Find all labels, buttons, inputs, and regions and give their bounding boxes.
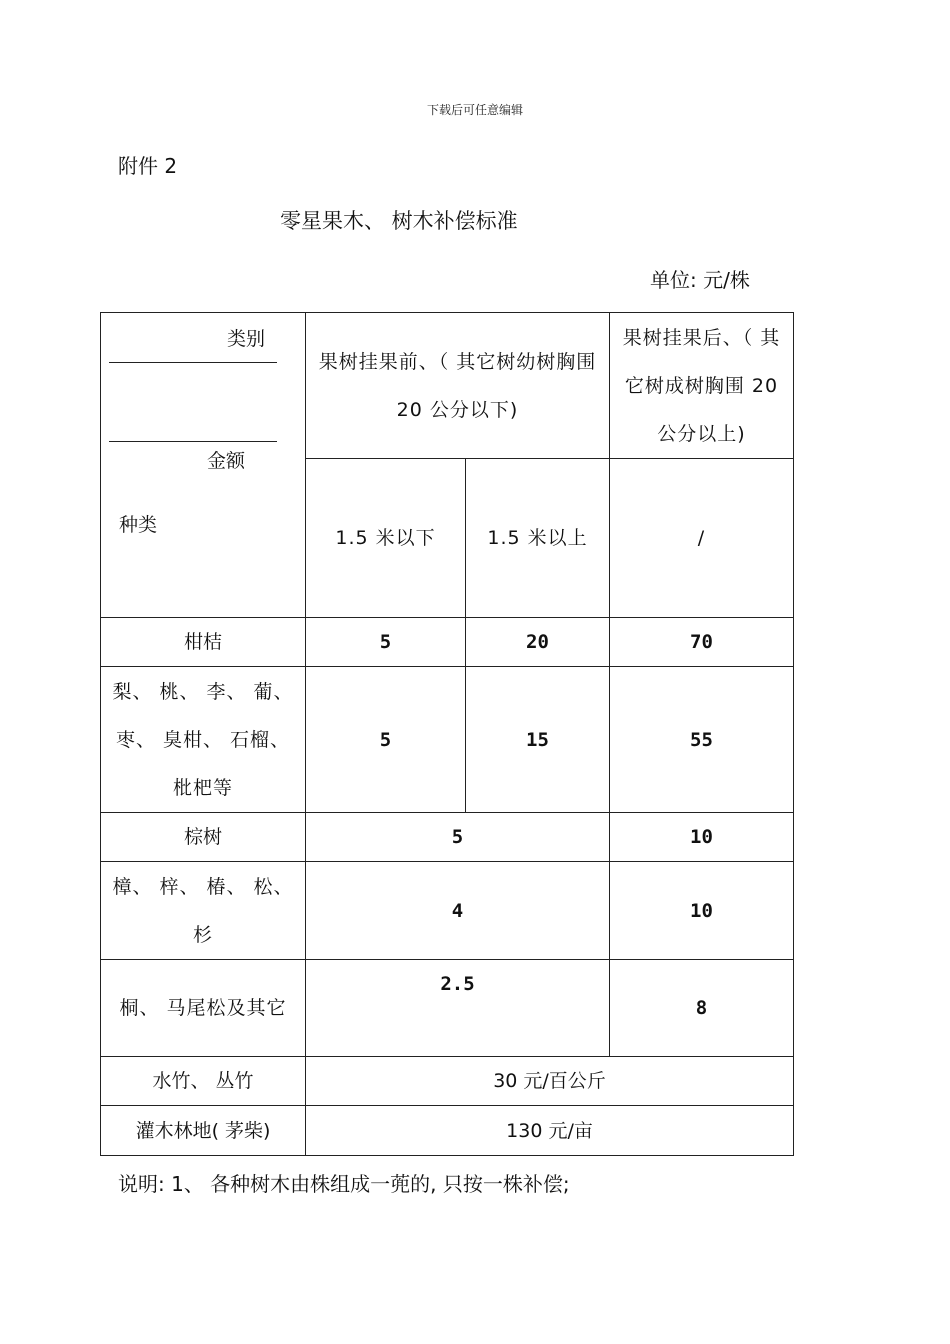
value-cell: 5 [306,813,610,862]
table-row [101,813,794,862]
value-cell: 4 [306,862,610,960]
row-name: 梨、 桃、 李、 葡、 枣、 臭柑、 石榴、 枇杷等 [101,667,306,813]
row-name: 樟、 梓、 椿、 松、 杉 [101,862,306,960]
value-cell: 10 [610,862,794,960]
row-name: 棕树 [101,813,306,862]
corner-divider-line [109,441,277,442]
table-row [101,1106,794,1156]
table-row [101,618,794,667]
value-cell: 10 [610,813,794,862]
table-row [101,960,794,1057]
value-cell: 15 [466,667,610,813]
value-cell: 70 [610,618,794,667]
value-cell: 2.5 [306,960,610,1057]
corner-header-cell [101,313,306,618]
corner-divider-line [109,362,277,363]
subheader-slash: / [610,459,794,618]
header-note: 下载后可任意编辑 [426,103,523,117]
document-title: 零星果木、 树木补偿标准 [280,209,518,233]
unit-label: 单位: 元/株 [650,268,750,292]
value-cell: 130 元/亩 [306,1106,794,1156]
explanation-note: 说明: 1、 各种树木由株组成一蔸的, 只按一株补偿; [118,1172,570,1196]
value-cell: 55 [610,667,794,813]
row-name: 桐、 马尾松及其它 [101,960,306,1057]
table-row [101,1057,794,1106]
row-name: 柑桔 [101,618,306,667]
value-cell: 20 [466,618,610,667]
value-cell: 5 [306,667,466,813]
corner-kind-label: 种类 [119,514,158,536]
column-header-before-fruiting: 果树挂果前、（ 其它树幼树胸围 20 公分以下) [306,313,610,459]
attachment-label: 附件 2 [118,154,178,178]
table-row [101,667,794,813]
row-name: 水竹、 丛竹 [101,1057,306,1106]
value-cell: 30 元/百公斤 [306,1057,794,1106]
subheader-above-1-5m: 1.5 米以上 [466,459,610,618]
row-name: 灌木林地( 茅柴) [101,1106,306,1156]
corner-category-label: 类别 [227,328,266,350]
compensation-table [100,312,794,1156]
table-row [101,862,794,960]
corner-amount-label: 金额 [207,450,246,472]
subheader-below-1-5m: 1.5 米以下 [306,459,466,618]
column-header-after-fruiting: 果树挂果后、（ 其它树成树胸围 20 公分以上) [610,313,794,459]
value-cell: 8 [610,960,794,1057]
value-cell: 5 [306,618,466,667]
